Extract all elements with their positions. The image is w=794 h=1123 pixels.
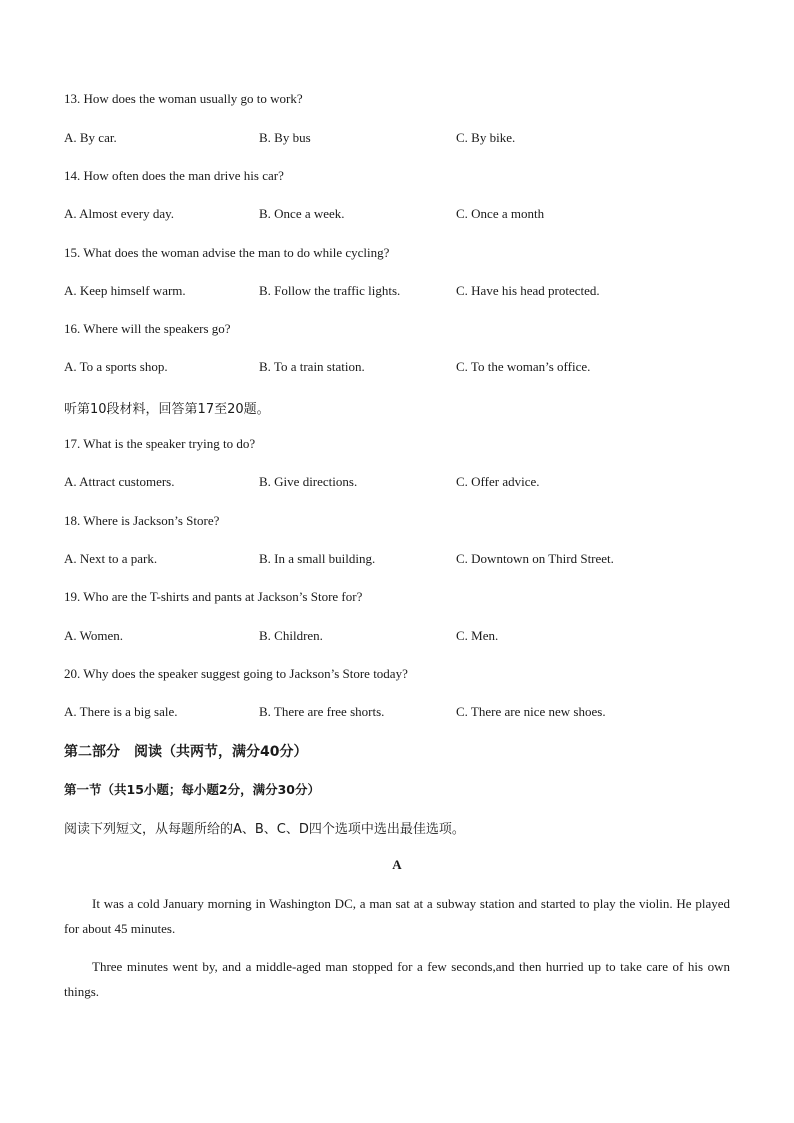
part-two-heading: 第二部分 阅读（共两节，满分40分） bbox=[64, 744, 308, 760]
option-15-b: B. Follow the traffic lights. bbox=[259, 283, 401, 298]
option-20-a: A. There is a big sale. bbox=[64, 704, 178, 719]
option-17-c: C. Offer advice. bbox=[456, 474, 540, 489]
passage-label: A bbox=[392, 857, 402, 872]
question-20: 20. Why does the speaker suggest going to Jackson’s Store today? bbox=[64, 666, 408, 681]
option-18-b: B. In a small building. bbox=[259, 551, 376, 566]
option-14-b: B. Once a week. bbox=[259, 206, 345, 221]
question-18: 18. Where is Jackson’s Store? bbox=[64, 513, 220, 528]
option-13-c: C. By bike. bbox=[456, 130, 516, 145]
option-19-a: A. Women. bbox=[64, 628, 124, 643]
passage-paragraph: It was a cold January morning in Washington DC, a man sat at a subway station and started to play the violin. He played for about 45 minutes. bbox=[64, 896, 730, 936]
question-13: 13. How does the woman usually go to work? bbox=[64, 91, 303, 106]
option-20-b: B. There are free shorts. bbox=[259, 704, 385, 719]
listening-instruction: 听第10段材料，回答第17至20题。 bbox=[64, 402, 270, 417]
option-18-c: C. Downtown on Third Street. bbox=[456, 551, 614, 566]
section-one-heading: 第一节（共15小题；每小题2分，满分30分） bbox=[64, 782, 320, 797]
option-17-b: B. Give directions. bbox=[259, 474, 358, 489]
option-16-c: C. To the woman’s office. bbox=[456, 359, 591, 374]
option-17-a: A. Attract customers. bbox=[64, 474, 175, 489]
question-15: 15. What does the woman advise the man to do while cycling? bbox=[64, 245, 390, 260]
option-16-a: A. To a sports shop. bbox=[64, 359, 168, 374]
option-15-a: A. Keep himself warm. bbox=[64, 283, 186, 298]
option-19-c: C. Men. bbox=[456, 628, 499, 643]
option-19-b: B. Children. bbox=[259, 628, 323, 643]
question-17: 17. What is the speaker trying to do? bbox=[64, 436, 256, 451]
question-16: 16. Where will the speakers go? bbox=[64, 321, 231, 336]
question-14: 14. How often does the man drive his car? bbox=[64, 168, 284, 183]
option-16-b: B. To a train station. bbox=[259, 359, 365, 374]
option-14-a: A. Almost every day. bbox=[64, 206, 174, 221]
option-14-c: C. Once a month bbox=[456, 206, 545, 221]
question-19: 19. Who are the T-shirts and pants at Jackson’s Store for? bbox=[64, 589, 363, 604]
option-13-b: B. By bus bbox=[259, 130, 311, 145]
option-20-c: C. There are nice new shoes. bbox=[456, 704, 606, 719]
section-one-instruction: 阅读下列短文，从每题所给的A、B、C、D四个选项中选出最佳选项。 bbox=[64, 822, 465, 837]
option-15-c: C. Have his head protected. bbox=[456, 283, 600, 298]
option-13-a: A. By car. bbox=[64, 130, 117, 145]
passage-paragraph: Three minutes went by, and a middle-aged man stopped for a few seconds,and then hurried up to take care of his own things. bbox=[64, 959, 730, 999]
option-18-a: A. Next to a park. bbox=[64, 551, 158, 566]
